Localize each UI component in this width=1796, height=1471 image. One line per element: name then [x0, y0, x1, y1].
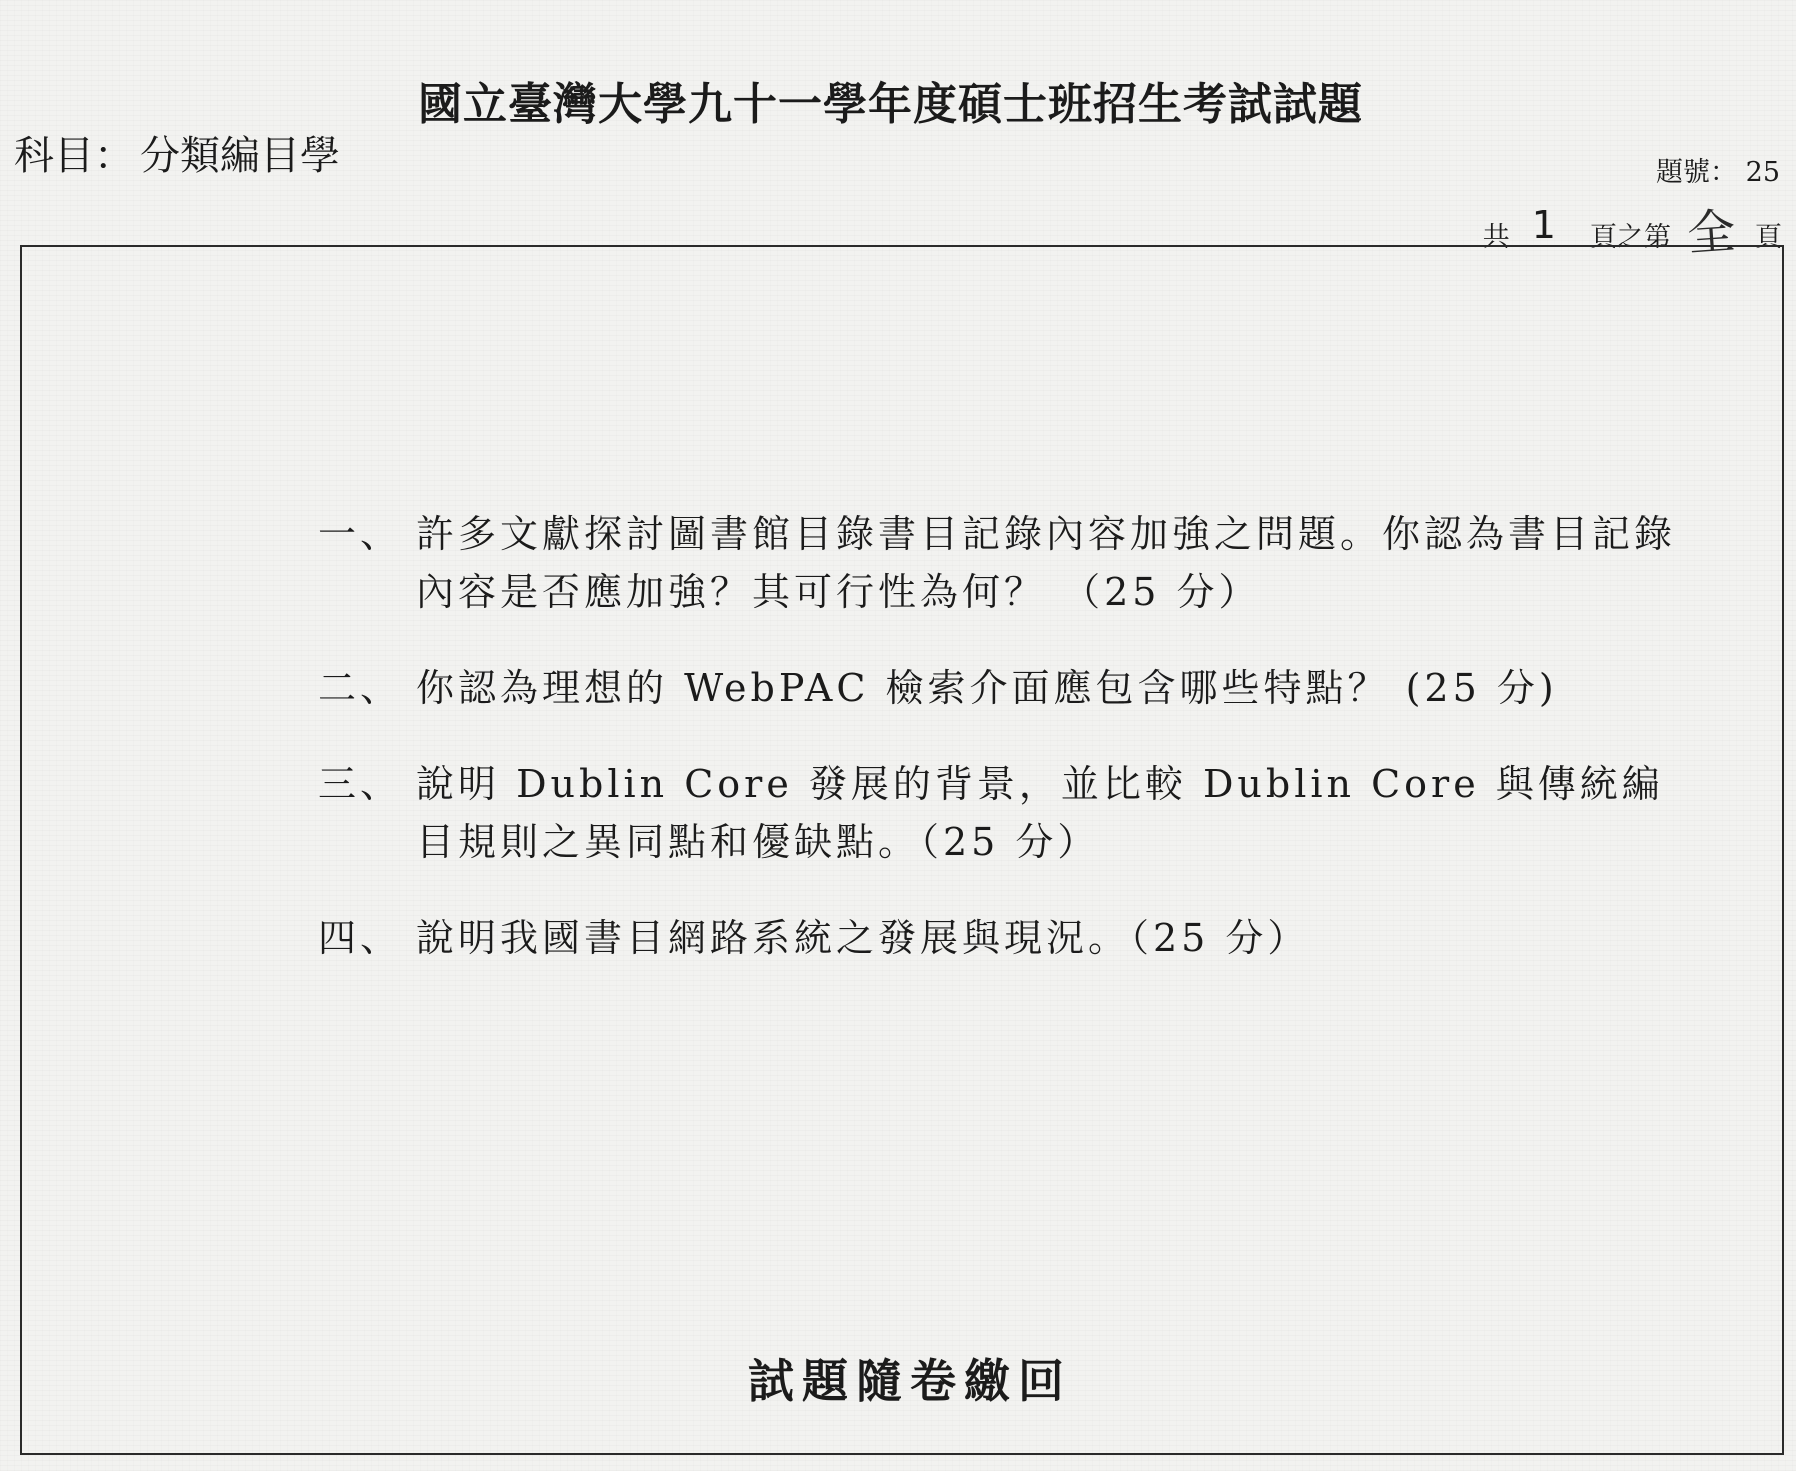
question-number-label: 題號：	[1656, 157, 1738, 188]
question-marker: 四、	[318, 916, 403, 960]
subject-label: 科目：	[14, 133, 134, 179]
page-suffix: 頁	[1755, 222, 1782, 253]
question-item	[318, 909, 1698, 967]
page-mid-label: 頁之第	[1589, 222, 1671, 253]
question-item	[318, 505, 1698, 621]
subject-line	[14, 124, 340, 181]
question-item	[318, 659, 1698, 717]
question-text: 說明我國書目網路系統之發展與現況。（25 分）	[416, 916, 1310, 960]
page-current-handwritten: 全	[1685, 203, 1738, 263]
question-marker: 一、	[318, 512, 403, 556]
question-list	[318, 505, 1698, 967]
subject-value: 分類編目學	[140, 133, 340, 179]
return-exam-note: 試題隨卷繳回	[748, 1354, 1072, 1408]
exam-title: 國立臺灣大學九十一學年度碩士班招生考試試題	[418, 79, 1363, 130]
question-item	[318, 755, 1698, 871]
question-text: 說明 Dublin Core 發展的背景，並比較 Dublin Core 與傳統編目規則之異同點和優缺點。（25 分）	[416, 762, 1664, 864]
page-total-value: 1	[1531, 202, 1556, 247]
question-text: 許多文獻探討圖書館目錄書目記錄內容加強之問題。你認為書目記錄內容是否應加強？其可行性為何？ （25 分）	[416, 512, 1677, 614]
question-text: 你認為理想的 WebPAC 檢索介面應包含哪些特點？ (25 分)	[416, 666, 1558, 710]
page-total-prefix: 共	[1482, 222, 1510, 253]
question-marker: 三、	[318, 762, 403, 806]
question-marker: 二、	[318, 666, 403, 710]
question-number-value: 25	[1745, 157, 1780, 188]
question-number-line	[1656, 150, 1780, 189]
